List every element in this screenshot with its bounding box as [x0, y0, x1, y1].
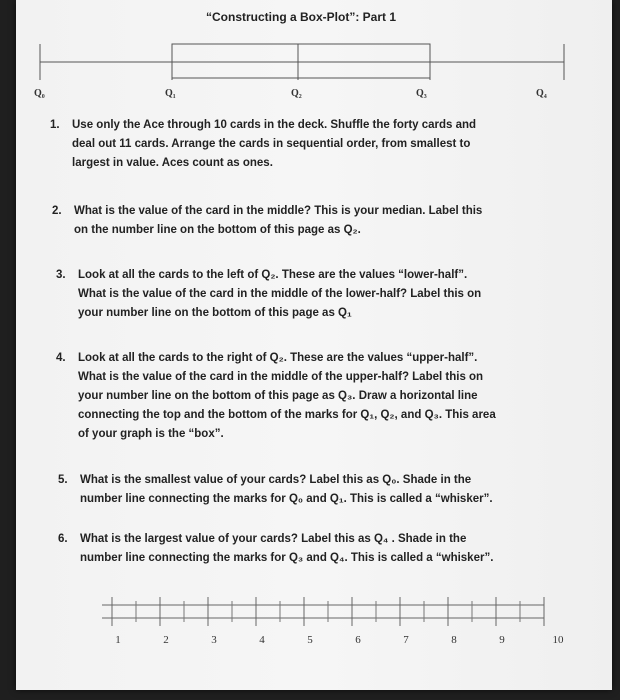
number-line-label: 10 [552, 634, 564, 646]
question-line: your number line on the bottom of this page as Q₁ [78, 307, 352, 319]
number-line-label: 1 [115, 634, 121, 646]
question-line: What is the value of the card in the middle of the lower-half? Label this on [78, 288, 482, 300]
worksheet-title: “Constructing a Box-Plot”: Part 1 [206, 10, 397, 24]
question-line: Look at all the cards to the left of Q₂. These are the values “lower-half”. [78, 269, 468, 281]
number-line-label: 8 [451, 634, 457, 646]
number-line-label: 5 [307, 634, 313, 646]
question-line: connecting the top and the bottom of the marks for Q₁, Q₂, and Q₃. This area [78, 409, 496, 421]
worksheet-page [16, 0, 612, 690]
q1-label: Q₁ [165, 88, 176, 99]
question-line: of your graph is the “box”. [78, 428, 224, 440]
question-number: 5. [58, 474, 68, 486]
question-line: your number line on the bottom of this page as Q₃. Draw a horizontal line [78, 390, 478, 402]
question-line: What is the smallest value of your cards? Label this as Q₀. Shade in the [80, 474, 472, 486]
q4-label: Q₄ [536, 88, 547, 99]
question-number: 2. [52, 205, 62, 217]
number-line-label: 9 [499, 634, 505, 646]
q2-label: Q₂ [291, 88, 302, 99]
question-line: What is the value of the card in the middle? This is your median. Label this [74, 205, 483, 217]
q3-label: Q₃ [416, 88, 427, 99]
question-line: largest in value. Aces count as ones. [72, 157, 273, 169]
question-line: Look at all the cards to the right of Q₂. These are the values “upper-half”. [78, 352, 478, 364]
question-number: 3. [56, 269, 66, 281]
number-line-label: 2 [163, 634, 169, 646]
question-line: number line connecting the marks for Q₀ and Q₁. This is called a “whisker”. [80, 493, 493, 505]
number-line-label: 6 [355, 634, 361, 646]
question-line: Use only the Ace through 10 cards in the deck. Shuffle the forty cards and [72, 119, 477, 131]
question-line: deal out 11 cards. Arrange the cards in sequential order, from smallest to [72, 138, 471, 150]
number-line-label: 3 [211, 634, 217, 646]
question-line: What is the largest value of your cards? Label this as Q₄ . Shade in the [80, 533, 467, 545]
number-line-label: 4 [259, 634, 265, 646]
number-line-label: 7 [403, 634, 409, 646]
question-line: What is the value of the card in the middle of the upper-half? Label this on [78, 371, 484, 383]
number-line [16, 0, 612, 690]
question-number: 6. [58, 533, 68, 545]
question-line: on the number line on the bottom of this page as Q₂. [74, 224, 361, 236]
q0-label: Q₀ [34, 88, 45, 99]
question-number: 4. [56, 352, 66, 364]
question-line: number line connecting the marks for Q₃ and Q₄. This is called a “whisker”. [80, 552, 494, 564]
question-number: 1. [50, 119, 60, 131]
